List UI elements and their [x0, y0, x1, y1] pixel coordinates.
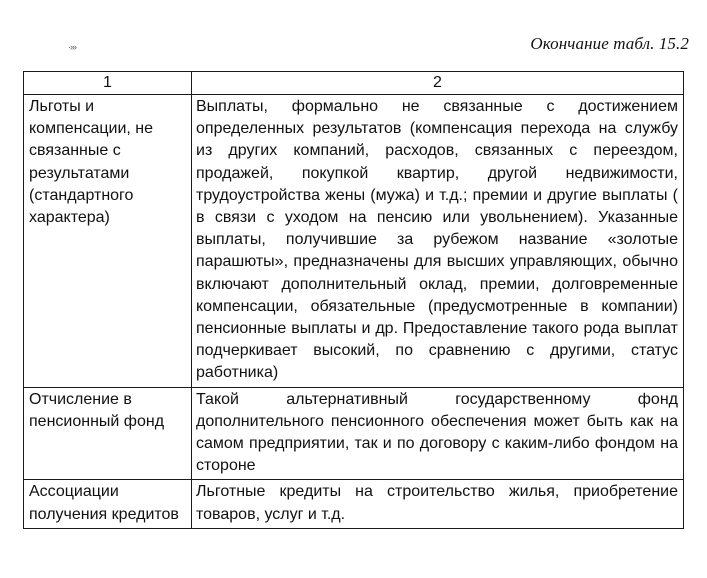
- benefits-table: [23, 71, 684, 529]
- row-category: Льготы и компенсации, не связанные с результатами (стандартного характера): [24, 95, 192, 388]
- row-category: Ассоциации получения кредитов: [24, 480, 192, 528]
- table-row: [24, 480, 684, 528]
- table-caption: Окончание табл. 15.2: [530, 34, 689, 53]
- table-header-row: [24, 72, 684, 95]
- row-description: Льготные кредиты на строительство жилья, приобретение товаров, услуг и т.д.: [192, 480, 684, 528]
- column-header-2: 2: [192, 72, 684, 95]
- row-category: Отчисление в пенсионный фонд: [24, 387, 192, 480]
- scan-speck: ·›››: [68, 42, 76, 52]
- row-description: Такой альтернативный государственному фонд дополнительного пенсионного обеспечения может быть как на самом предприятии, так и по договору с каким-либо фондом на стороне: [192, 387, 684, 480]
- table-row: [24, 387, 684, 480]
- row-description: Выплаты, формально не связанные с достижением определенных результатов (компенсация перехода на службу из других компаний, расходов, связанных с переездом, продажей, покупкой квартир, другой недвижимости, трудоустройства жены (мужа) и т.д.; премии и другие выплаты ( в связи с уходом на пенсию или увольнением). Указанные выплаты, получившие за рубежом название «золотые парашюты», предназначены для высших управляющих, обычно включают дополнительный оклад, премии, долговременные компенсации, обязательные (предусмотренные в компании) пенсионные выплаты и др. Предоставление такого рода выплат подчеркивает высокий, по сравнению с другими, статус работника): [192, 95, 684, 388]
- column-header-1: 1: [24, 72, 192, 95]
- table-row: [24, 95, 684, 388]
